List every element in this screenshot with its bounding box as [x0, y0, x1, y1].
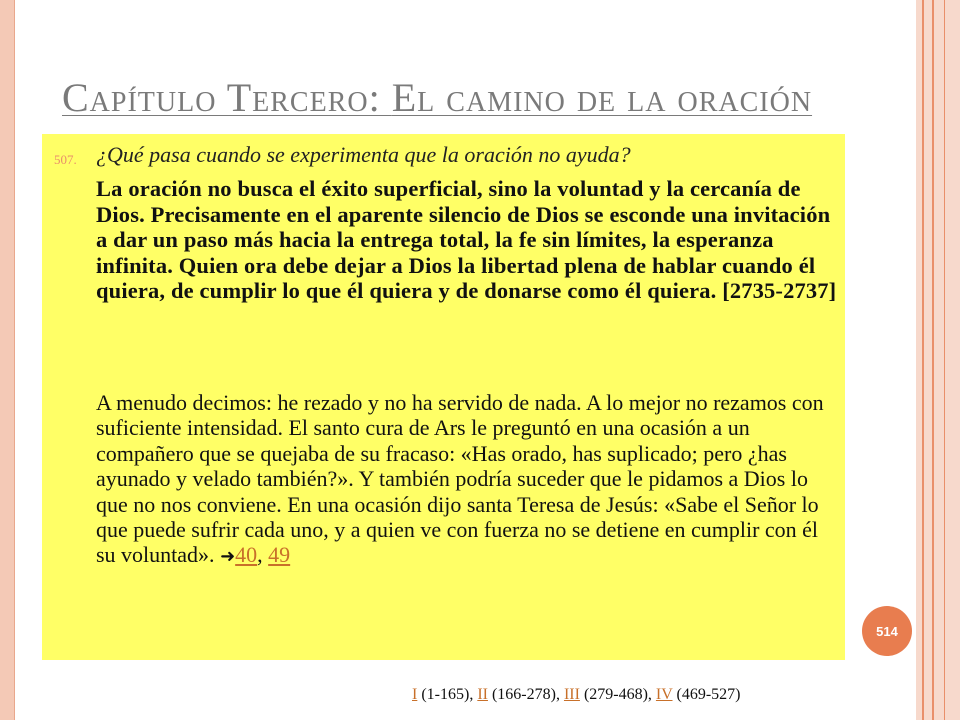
left-frame-line: [14, 0, 15, 720]
right-frame-stripe: [922, 0, 924, 720]
commentary-block: A menudo decimos: he rezado y no ha servido de nada. A lo mejor no rezamos con suficiente intensidad. El santo cura de Ars le preguntó en una ocasión a un compañero que se quejaba de su fracaso: «Has orado, has suplicado; pero ¿has ayunado y velado también?». Y también podría suceder que le pidamos a Dios lo que no nos conviene. En una ocasión dijo santa Teresa de Jesús: «Sabe el Señor lo que puede sufrir cada uno, y a quien ve con fuerza no se detiene en cumplir con él su voluntad». ➜40, 49: [96, 390, 824, 568]
answer-text: La oración no busca el éxito superficial, sino la voluntad y la cercanía de Dios. Precisamente en el aparente silencio de Dios se esconde una invitación a dar un paso más hacia la entrega total, la fe sin límites, la esperanza infinita. Quien ora debe dejar a Dios la libertad plena de hablar cuando él quiera, de cumplir lo que él quiera y de donarse como él quiera. [2735-2737]: [96, 176, 837, 303]
slide-title: [62, 74, 812, 121]
slide-title-part2: El camino de la oración: [391, 75, 813, 120]
footer-range-part-2: (166-278): [491, 686, 556, 703]
reference-link-40[interactable]: 40: [235, 542, 258, 568]
footer-range-part-3: (279-468): [583, 686, 648, 703]
footer-range-part-1: (1-165): [421, 686, 470, 703]
slide-title-part1: Capítulo Tercero:: [62, 75, 392, 120]
question-number: 507.: [54, 152, 77, 167]
question-text: ¿Qué pasa cuando se experimenta que la oración no ayuda?: [96, 142, 631, 167]
right-frame-bar: [916, 0, 960, 720]
footer-link-part-1[interactable]: I: [412, 686, 418, 703]
right-frame-stripe: [932, 0, 934, 720]
footer-navigation: I (1-165), II (166-278), III (279-468), IV (469-527): [412, 686, 741, 703]
right-arrow-icon: ➜: [220, 546, 236, 567]
page-number-badge: 514: [862, 606, 912, 656]
footer-range-part-4: (469-527): [676, 686, 741, 703]
reference-link-49[interactable]: 49: [268, 542, 291, 568]
left-frame-bar: [0, 0, 14, 720]
footer-link-part-3[interactable]: III: [563, 686, 580, 703]
commentary-text: A menudo decimos: he rezado y no ha servido de nada. A lo mejor no rezamos con suficiente intensidad. El santo cura de Ars le preguntó en una ocasión a un compañero que se quejaba de su fracaso: «Has orado, has suplicado; pero ¿has ayunado y velado también?». Y también podría suceder que le pidamos a Dios lo que no nos conviene. En una ocasión dijo santa Teresa de Jesús: «Sabe el Señor lo que puede sufrir cada uno, y a quien ve con fuerza no se detiene en cumplir con él su voluntad».: [96, 390, 824, 568]
footer-link-part-4[interactable]: IV: [655, 686, 673, 703]
footer-link-part-2[interactable]: II: [477, 686, 488, 703]
right-frame-stripe: [944, 0, 945, 720]
